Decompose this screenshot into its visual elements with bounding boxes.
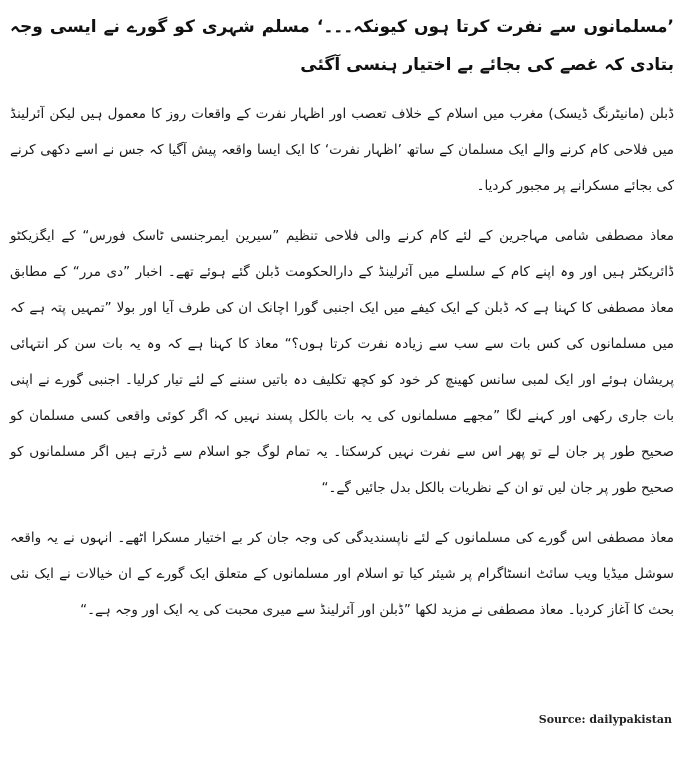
article-headline: ’مسلمانوں سے نفرت کرتا ہوں کیونکہ۔۔۔‘ مسلم شہری کو گورے نے ایسی وجہ بتادی کہ غصے کی بجائے بے اختیار ہنسی آگئی [10,17,674,75]
source-credit: Source: dailypakistan [538,713,672,726]
article [10,8,674,642]
article-paragraph-1: ڈبلن (مانیٹرنگ ڈیسک) مغرب میں اسلام کے خلاف تعصب اور اظہار نفرت کے واقعات روز کا معمول ہیں لیکن آئرلینڈ میں فلاحی کام کرنے والے ایک مسلمان کے ساتھ ’اظہار نفرت‘ کا ایک ایسا واقعہ پیش آگیا کہ جس نے اسے دکھی کرنے کی بجائے مسکرانے پر مجبور کردیا۔ [10,106,674,194]
article-paragraph-3: معاذ مصطفی اس گورے کی مسلمانوں کے لئے ناپسندیدگی کی وجہ جان کر بے اختیار مسکرا اٹھے۔ انہوں نے یہ واقعہ سوشل میڈیا ویب سائٹ انسٹاگرام پر شیئر کیا تو اسلام اور مسلمانوں کے متعلق ایک گورے کے ان خیالات نے ایک نئی بحث کا آغاز کردیا۔ معاذ مصطفی نے مزید لکھا ”ڈبلن اور آئرلینڈ سے میری محبت کی یہ ایک اور وجہ ہے۔“ [10,530,674,618]
article-paragraph-2: معاذ مصطفی شامی مہاجرین کے لئے کام کرنے والی فلاحی تنظیم ”سیرین ایمرجنسی ٹاسک فورس“ کے ایگزیکٹو ڈائریکٹر ہیں اور وہ اپنے کام کے سلسلے میں آئرلینڈ کے دارالحکومت ڈبلن گئے ہوئے تھے۔ اخبار ”دی مرر“ کے مطابق معاذ مصطفی کا کہنا ہے کہ ڈبلن کے ایک کیفے میں ایک اجنبی گورا اچانک ان کی طرف آیا اور بولا ”تمہیں پتہ ہے کہ میں مسلمانوں کی کس بات سے سب سے زیادہ نفرت کرتا ہوں؟“ معاذ کا کہنا ہے کہ وہ یہ بات سن کر انتہائی پریشان ہوئے اور ایک لمبی سانس کھینچ کر خود کو کچھ تکلیف دہ باتیں سننے کے لئے تیار کرلیا۔ اجنبی گورے نے اپنی بات جاری رکھی اور کہنے لگا ”مجھے مسلمانوں کی یہ بات بالکل پسند نہیں کہ اگر کوئی واقعی کسی مسلمان کو صحیح طور پر جان لے تو پھر اس سے نفرت نہیں کرسکتا۔ یہ تمام لوگ جو اسلام سے ڈرتے ہیں اگر مسلمانوں کو صحیح طور پر جان لیں تو ان کے نظریات بالکل بدل جائیں گے۔“ [10,228,674,496]
